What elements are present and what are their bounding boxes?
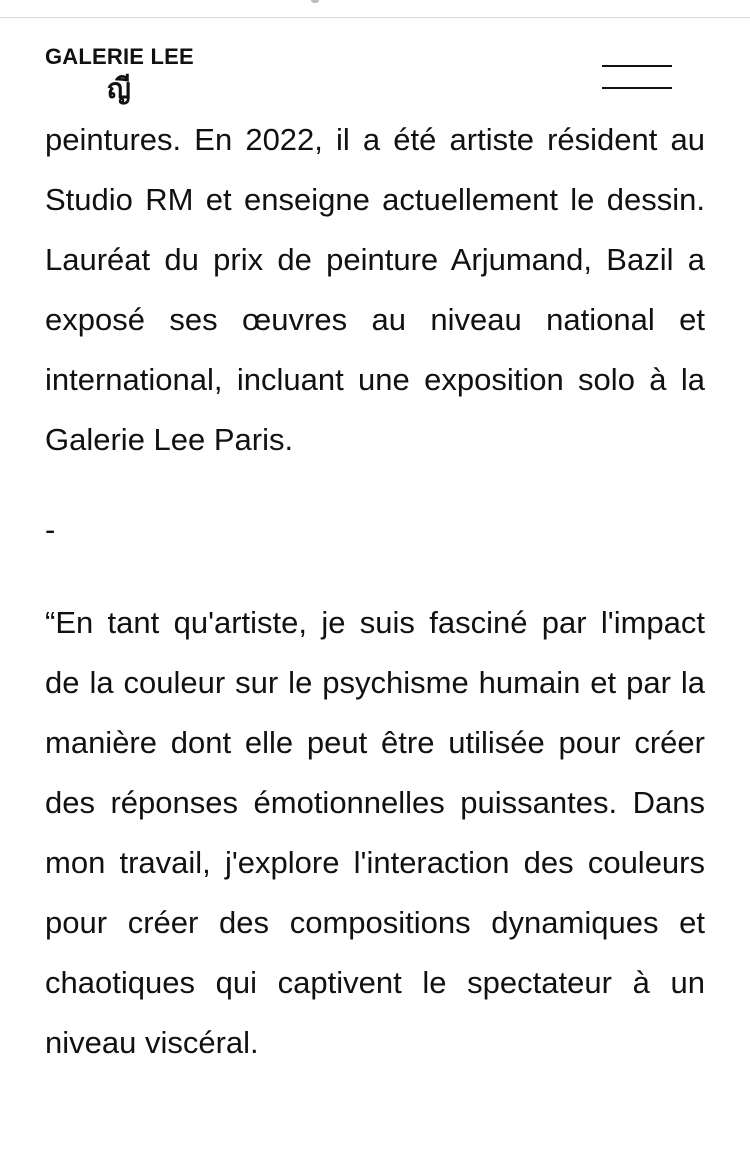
logo-text: GALERIE LEE bbox=[45, 44, 194, 69]
logo-mark: ญี bbox=[107, 72, 131, 105]
artist-quote: “En tant qu'artiste, je suis fasciné par l'impact de la couleur sur le psychisme humain et par la manière dont elle peut être utilisée pour créer des réponses émotionnelles puissantes. Dans mon travail, j'explore l'interaction des couleurs pour créer des compositions dynamiques et chaotiques qui captivent le spectateur à un niveau viscéral. bbox=[45, 605, 705, 1060]
status-bar-indicator bbox=[311, 0, 319, 3]
logo[interactable] bbox=[45, 44, 205, 104]
article-body bbox=[45, 110, 705, 1073]
menu-line-bottom bbox=[602, 87, 672, 89]
hamburger-menu-icon[interactable] bbox=[596, 60, 676, 96]
section-separator: - bbox=[45, 512, 56, 547]
menu-line-top bbox=[602, 65, 672, 67]
bio-paragraph: peintures. En 2022, il a été artiste résident au Studio RM et enseigne actuellement le dessin. Lauréat du prix de peinture Arjumand, Bazil a exposé ses œuvres au niveau national et international, incluant une exposition solo à la Galerie Lee Paris. bbox=[45, 122, 705, 457]
site-header bbox=[0, 18, 750, 122]
